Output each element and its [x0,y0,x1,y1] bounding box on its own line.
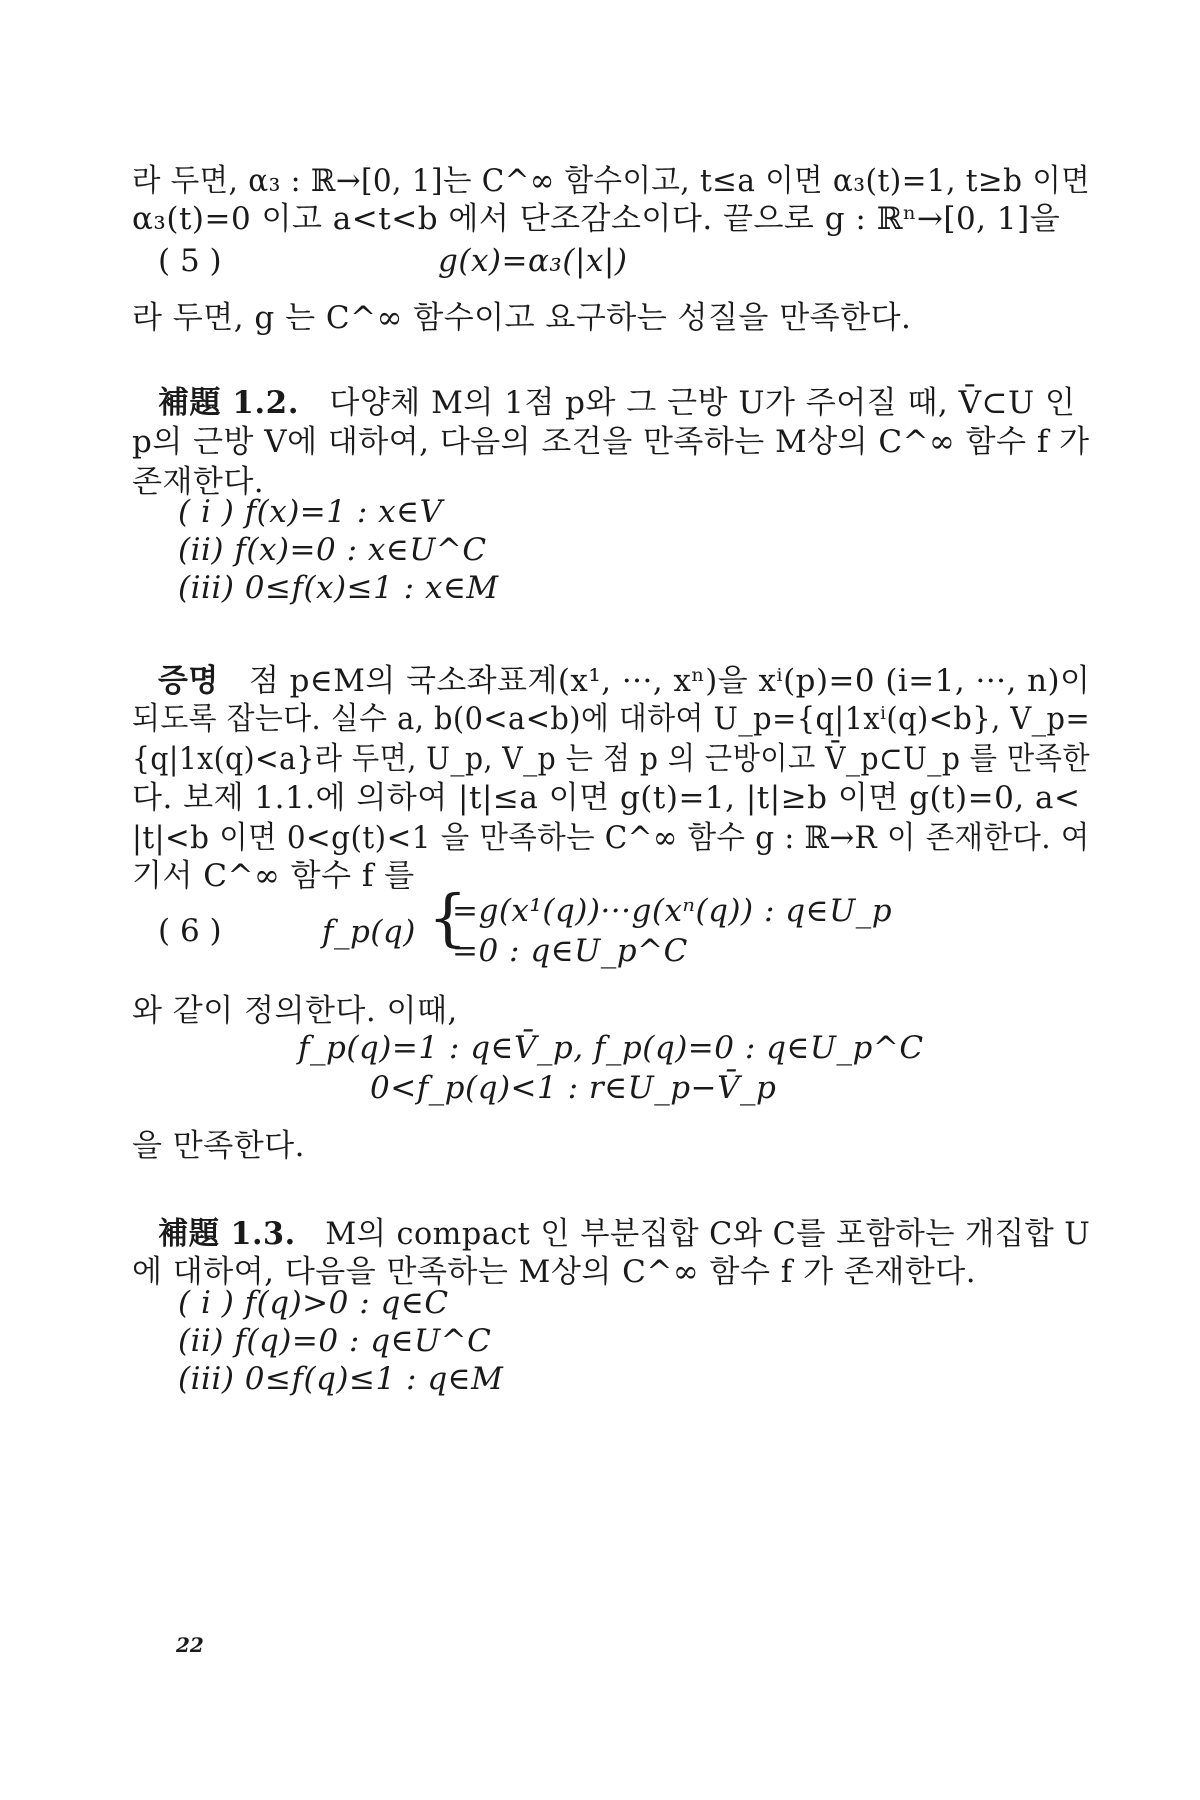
lemma-text: 다양체 M의 1점 p와 그 근방 U가 주어질 때, V̄⊂U 인 [329,385,1076,421]
text-line: 되도록 잡는다. 실수 a, b(0<a<b)에 대하여 U_p={q|1xⁱ(q)<b}, V_p= [132,701,1091,737]
lemma-text: M의 compact 인 부분집합 C와 C를 포함하는 개집합 U [325,1216,1091,1252]
equation-number: ( 5 ) [158,243,222,279]
text-line: 존재한다. [132,464,265,500]
text-line: 을 만족한다. [132,1128,305,1164]
condition-item: (ii) f(x)=0 : x∈U^C [178,532,487,568]
text-line: |t|<b 이면 0<g(t)<1 을 만족하는 C^∞ 함수 g : ℝ→R 이 존재한다. 여 [132,820,1090,856]
equation-lhs: f_p(q) [322,914,416,950]
condition-item: (iii) 0≤f(q)≤1 : q∈M [178,1361,504,1397]
condition-item: ( i ) f(x)=1 : x∈V [178,494,443,530]
proof-label: 증명 [158,663,219,699]
condition-item: ( i ) f(q)>0 : q∈C [178,1285,449,1321]
text-line: 에 대하여, 다음을 만족하는 M상의 C^∞ 함수 f 가 존재한다. [132,1254,977,1290]
page-number: 22 [176,1633,204,1657]
condition-item: (ii) f(q)=0 : q∈U^C [178,1323,492,1359]
display-equation: 0<f_p(q)<1 : r∈U_p−V̄_p [370,1070,777,1106]
text-line: 라 두면, α₃ : ℝ→[0, 1]는 C^∞ 함수이고, t≤a 이면 α₃(t)=1, t≥b 이면 [132,163,1091,199]
condition-item: (iii) 0≤f(x)≤1 : x∈M [178,570,499,606]
proof-text: 점 p∈M의 국소좌표계(x¹, ···, xⁿ)을 xⁱ(p)=0 (i=1, ···, n)이 [248,663,1091,699]
equation-case: =0 : q∈U_p^C [452,933,688,969]
text-line: 다. 보제 1.1.에 의하여 |t|≤a 이면 g(t)=1, |t|≥b 이면 g(t)=0, a< [132,780,1081,816]
display-equation: f_p(q)=1 : q∈V̄_p, f_p(q)=0 : q∈U_p^C [298,1030,924,1066]
text-line: 라 두면, g 는 C^∞ 함수이고 요구하는 성질을 만족한다. [132,300,912,336]
equation-body: g(x)=α₃(|x|) [438,243,628,279]
equation-case: =g(x¹(q))···g(xⁿ(q)) : q∈U_p [452,893,893,929]
lemma-label: 補題 1.3. [158,1216,296,1252]
lemma-label: 補題 1.2. [158,385,300,421]
text-line: 기서 C^∞ 함수 f 를 [132,858,415,894]
equation-number: ( 6 ) [158,913,222,949]
text-line: 와 같이 정의한다. 이때, [132,993,458,1029]
text-line: α₃(t)=0 이고 a<t<b 에서 단조감소이다. 끝으로 g : ℝⁿ→[0, 1]을 [132,201,1061,237]
brace-glyph: { [428,881,468,954]
text-line: p의 근방 V에 대하여, 다음의 조건을 만족하는 M상의 C^∞ 함수 f 가 [132,424,1090,460]
text-line: {q|1x(q)<a}라 두면, U_p, V_p 는 점 p 의 근방이고 V̄_p⊂U_p 를 만족한 [132,741,1091,777]
